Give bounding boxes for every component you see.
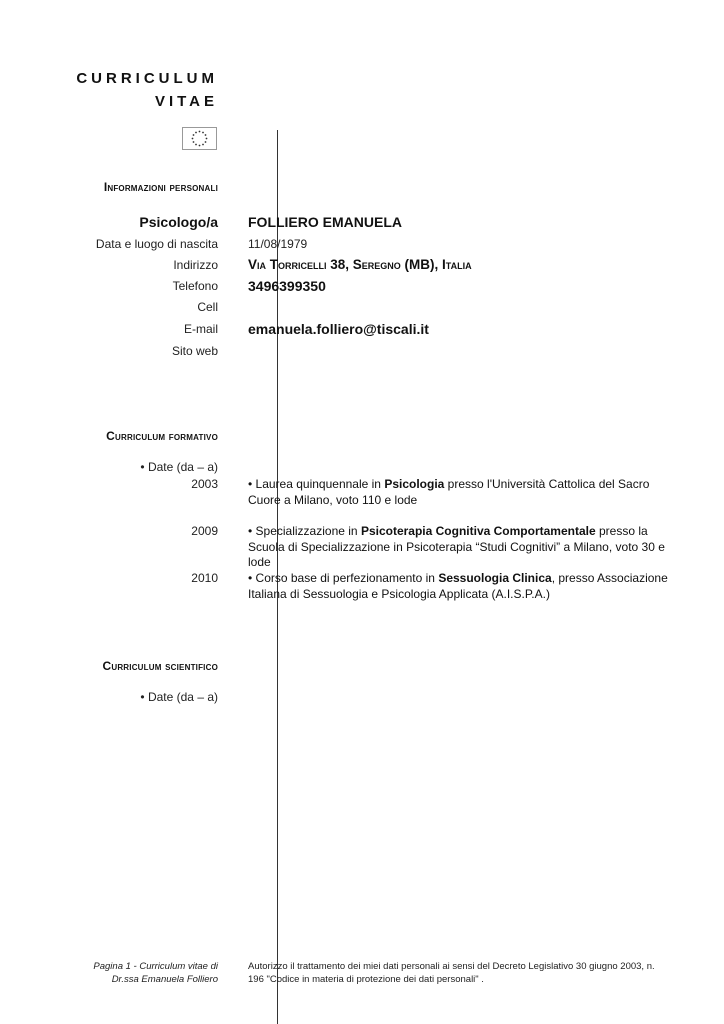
footer-page-line2: Dr.ssa Emanuela Folliero bbox=[111, 974, 218, 985]
footer-page-line1: Pagina 1 - Curriculum vitae di bbox=[93, 961, 218, 972]
scientifico-date-label: • Date (da – a) bbox=[140, 690, 218, 704]
section-title-scientifico: Curriculum scientifico bbox=[102, 659, 218, 673]
email-label: E-mail bbox=[183, 322, 218, 336]
formativo-year-1: 2003 bbox=[191, 477, 218, 491]
profession-label: Psicologo/a bbox=[139, 214, 218, 230]
phone-value: 3496399350 bbox=[248, 278, 326, 294]
address-value: Via Torricelli 38, Seregno (MB), Italia bbox=[248, 257, 472, 272]
footer-privacy-line2: 196 "Codice in materia di protezione dei dati personali" . bbox=[248, 974, 484, 985]
formativo-entry-2: • Specializzazione in Psicoterapia Cognitiva Comportamentale presso la Scuola di Specializzazione in Psicoterapia “Studi Cognitivi” a Milano, voto 30 e lode bbox=[248, 524, 665, 569]
formativo-year-3: 2010 bbox=[191, 571, 218, 585]
section-title-personal: Informazioni personali bbox=[103, 180, 218, 194]
cv-title-line1: CURRICULUM bbox=[76, 70, 218, 87]
section-title-formativo: Curriculum formativo bbox=[106, 429, 218, 443]
formativo-entry-3: • Corso base di perfezionamento in Sessuologia Clinica, presso Associazione Italiana di Sessuologia e Psicologia Applicata (A.I.S.P.A.) bbox=[248, 571, 668, 601]
website-label: Sito web bbox=[171, 344, 218, 358]
eu-flag-icon bbox=[182, 127, 217, 150]
cell-label: Cell bbox=[197, 300, 218, 314]
email-value: emanuela.folliero@tiscali.it bbox=[248, 321, 429, 337]
birth-value: 11/08/1979 bbox=[248, 237, 308, 251]
person-name: FOLLIERO EMANUELA bbox=[248, 214, 402, 230]
birth-label: Data e luogo di nascita bbox=[95, 237, 218, 251]
formativo-year-2: 2009 bbox=[191, 524, 218, 538]
footer-privacy-line1: Autorizzo il trattamento dei miei dati personali ai sensi del Decreto Legislativo 30 giugno 2003, n. bbox=[248, 961, 655, 972]
phone-label: Telefono bbox=[172, 279, 218, 293]
address-label: Indirizzo bbox=[173, 258, 218, 272]
formativo-date-label: • Date (da – a) bbox=[140, 460, 218, 474]
formativo-entry-1: • Laurea quinquennale in Psicologia presso l'Università Cattolica del Sacro Cuore a Milano, voto 110 e lode bbox=[248, 477, 650, 507]
cv-title-line2: VITAE bbox=[154, 93, 218, 110]
